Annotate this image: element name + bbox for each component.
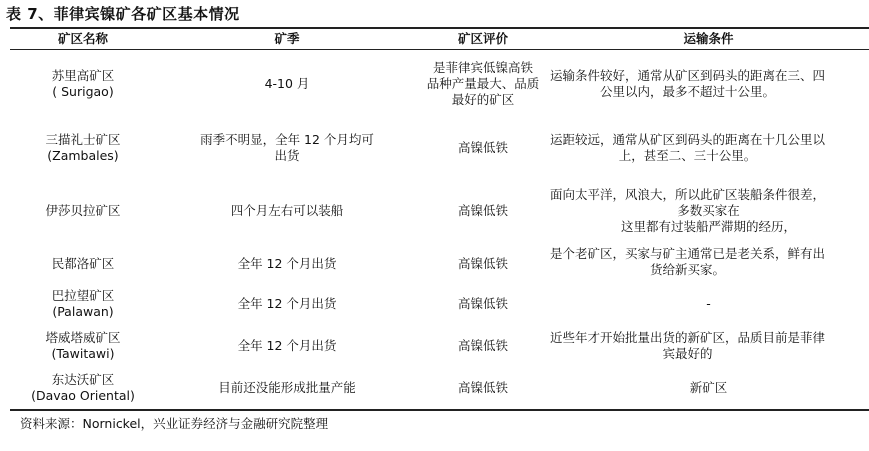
transport-line: 宾最好的 [662, 346, 713, 361]
header-transport: 运输条件 [683, 31, 734, 46]
header-season: 矿季 [274, 31, 300, 46]
season-cell: 全年 12 个月出货 [237, 338, 337, 353]
transport-cell [548, 326, 869, 366]
transport-line: 近些年才开始批量出货的新矿区，品质目前是菲律 [550, 330, 826, 345]
evaluation-cell: 高镍低铁 [457, 256, 508, 271]
mine-name-cell [10, 286, 156, 322]
transport-line: 公里以内，最多不超过十公里。 [600, 84, 776, 99]
transport-line: 多数买家在 [677, 203, 740, 218]
mine-name-cell [10, 328, 156, 364]
evaluation-line: 是菲律宾低镍高铁 [432, 60, 533, 75]
mine-name-en: (Zambales) [47, 148, 119, 163]
bottom-rule [10, 409, 869, 411]
mine-name-en: (Palawan) [52, 304, 114, 319]
mine-name: 三描礼士矿区 [45, 132, 121, 147]
mine-name-cell: 伊莎贝拉矿区 [45, 203, 121, 218]
evaluation-line: 品种产量最大、品质 [426, 76, 540, 91]
mine-name-cell: 民都洛矿区 [51, 256, 115, 271]
mine-name: 巴拉望矿区 [51, 288, 115, 303]
header-rule [10, 49, 869, 50]
transport-line: 运输条件较好，通常从矿区到码头的距离在三、四 [550, 68, 826, 83]
mine-name-cell [10, 128, 156, 168]
transport-line: 是个老矿区，买家与矿主通常已是老关系，鲜有出 [550, 246, 826, 261]
mine-name-en: (Davao Oriental) [31, 388, 135, 403]
evaluation-cell: 高镍低铁 [457, 296, 508, 311]
mine-name: 塔威塔威矿区 [45, 330, 121, 345]
transport-line: 面向太平洋，风浪大，所以此矿区装船条件很差， [550, 187, 826, 202]
transport-line: 货给新买家。 [650, 262, 726, 277]
mine-name: 苏里高矿区 [51, 68, 115, 83]
mine-name-en: (Tawitawi) [51, 346, 115, 361]
transport-cell [548, 64, 869, 104]
transport-cell: - [706, 296, 711, 311]
evaluation-line: 最好的矿区 [451, 92, 515, 107]
mine-name-cell [10, 60, 156, 108]
transport-cell [548, 184, 869, 238]
season-cell [156, 128, 418, 168]
header-mine-name: 矿区名称 [57, 31, 108, 46]
season-cell: 目前还没能形成批量产能 [218, 380, 356, 395]
transport-line: 运距较远，通常从矿区到码头的距离在十几公里以 [550, 132, 826, 147]
header-evaluation: 矿区评价 [457, 31, 508, 46]
transport-line: 这里都有过装船严滞期的经历， [620, 219, 796, 234]
evaluation-cell: 高镍低铁 [457, 203, 508, 218]
season-cell: 全年 12 个月出货 [237, 256, 337, 271]
season-line: 出货 [274, 148, 300, 163]
season-cell: 全年 12 个月出货 [237, 296, 337, 311]
transport-cell [548, 243, 869, 281]
mine-name-cell [10, 370, 156, 406]
evaluation-cell: 高镍低铁 [457, 338, 508, 353]
mine-name: 东达沃矿区 [51, 372, 115, 387]
transport-cell [548, 128, 869, 168]
transport-line: 上，甚至二、三十公里。 [618, 148, 757, 163]
evaluation-cell [418, 56, 548, 112]
evaluation-cell: 高镍低铁 [457, 140, 508, 155]
season-line: 雨季不明显，全年 12 个月均可 [200, 132, 374, 147]
source-note: 资料来源：Nornickel，兴业证券经济与金融研究院整理 [20, 416, 329, 431]
mine-name-en: ( Surigao) [52, 84, 114, 99]
season-cell: 四个月左右可以装船 [230, 203, 344, 218]
transport-cell: 新矿区 [689, 380, 728, 395]
season-cell: 4-10 月 [264, 76, 310, 91]
evaluation-cell: 高镍低铁 [457, 380, 508, 395]
table-title: 表 7、菲律宾镍矿各矿区基本情况 [6, 5, 240, 23]
